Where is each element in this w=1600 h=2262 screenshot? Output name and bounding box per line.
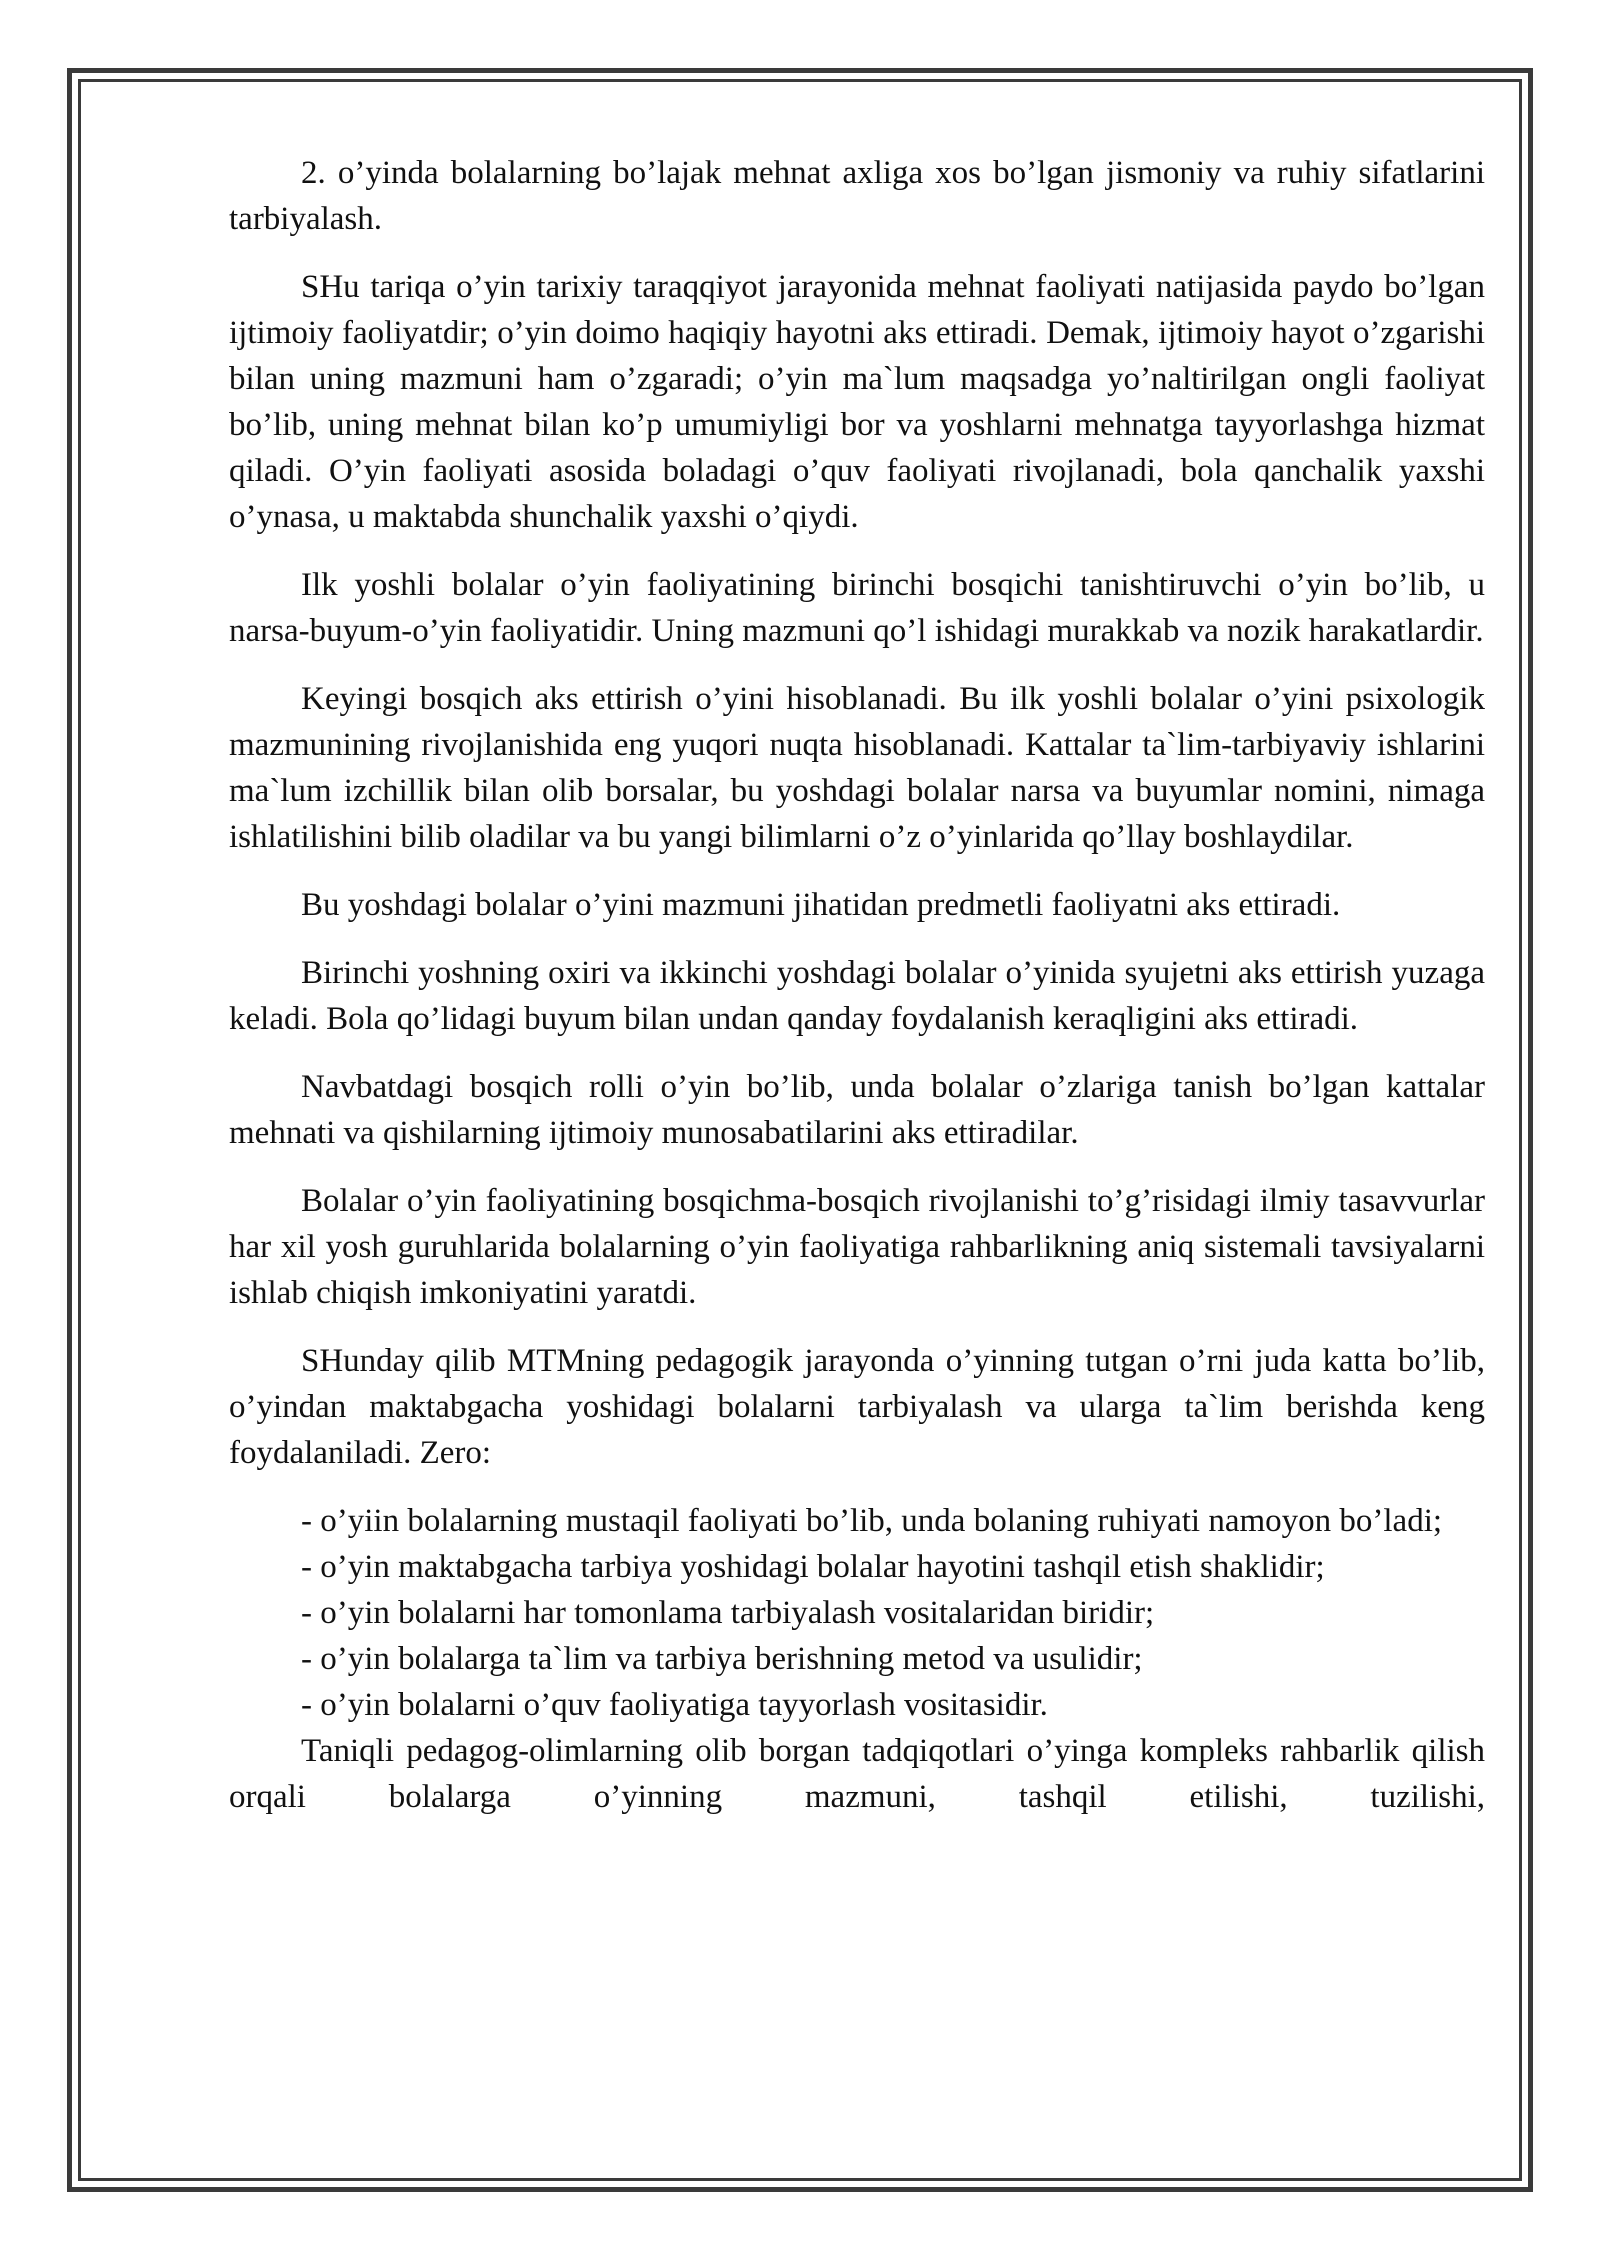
list-item: - o’yin bolalarni o’quv faoliyatiga tayyorlash vositasidir.: [301, 1687, 1048, 1723]
document-body: [229, 150, 1485, 1820]
paragraph-1: 2. o’yinda bolalarning bo’lajak mehnat axliga xos bo’lgan jismoniy va ruhiy sifatlarini tarbiyalash.: [229, 155, 1485, 237]
closing-paragraph: Taniqli pedagog-olimlarning olib borgan tadqiqotlari o’yinga kompleks rahbarlik qilish orqali bolalarga o’yinning mazmuni, tashqil etilishi, tuzilishi,: [229, 1733, 1485, 1815]
bullet-list: [229, 1498, 1485, 1728]
list-item: - o’yin bolalarni har tomonlama tarbiyalash vositalaridan biridir;: [301, 1595, 1155, 1631]
paragraph-3: Ilk yoshli bolalar o’yin faoliyatining birinchi bosqichi tanishtiruvchi o’yin bo’lib, u narsa-buyum-o’yin faoliyatidir. Uning mazmuni qo’l ishidagi murakkab va nozik harakatlardir.: [229, 567, 1485, 649]
paragraph-6: Birinchi yoshning oxiri va ikkinchi yoshdagi bolalar o’yinida syujetni aks ettirish yuzaga keladi. Bola qo’lidagi buyum bilan undan qanday foydalanish keraqligini aks ettiradi.: [229, 955, 1485, 1037]
list-item: - o’yin bolalarga ta`lim va tarbiya berishning metod va usulidir;: [301, 1641, 1143, 1677]
paragraph-7: Navbatdagi bosqich rolli o’yin bo’lib, unda bolalar o’zlariga tanish bo’lgan kattalar mehnati va qishilarning ijtimoiy munosabatilarini aks ettiradilar.: [229, 1069, 1485, 1151]
paragraph-8: Bolalar o’yin faoliyatining bosqichma-bosqich rivojlanishi to’g’risidagi ilmiy tasavvurlar har xil yosh guruhlarida bolalarning o’yin faoliyatiga rahbarlikning aniq sistemali tavsiyalarni ishlab chiqish imkoniyatini yaratdi.: [229, 1183, 1485, 1311]
list-item: - o’yiin bolalarning mustaqil faoliyati bo’lib, unda bolaning ruhiyati namoyon bo’ladi;: [301, 1503, 1443, 1539]
paragraph-5: Bu yoshdagi bolalar o’yini mazmuni jihatidan predmetli faoliyatni aks ettiradi.: [301, 887, 1341, 923]
paragraph-9: SHunday qilib MTMning pedagogik jarayonda o’yinning tutgan o’rni juda katta bo’lib, o’yindan maktabgacha yoshidagi bolalarni tarbiyalash va ularga ta`lim berishda keng foydalaniladi. Zero:: [229, 1343, 1485, 1471]
paragraph-4: Keyingi bosqich aks ettirish o’yini hisoblanadi. Bu ilk yoshli bolalar o’yini psixologik mazmunining rivojlanishida eng yuqori nuqta hisoblanadi. Kattalar ta`lim-tarbiyaviy ishlarini ma`lum izchillik bilan olib borsalar, bu yoshdagi bolalar narsa va buyumlar nomini, nimaga ishlatilishini bilib oladilar va bu yangi bilimlarni o’z o’yinlarida qo’llay boshlaydilar.: [229, 681, 1485, 855]
list-item: - o’yin maktabgacha tarbiya yoshidagi bolalar hayotini tashqil etish shaklidir;: [301, 1549, 1325, 1585]
paragraph-2: SHu tariqa o’yin tarixiy taraqqiyot jarayonida mehnat faoliyati natijasida paydo bo’lgan ijtimoiy faoliyatdir; o’yin doimo haqiqiy hayotni aks ettiradi. Demak, ijtimoiy hayot o’zgarishi bilan uning mazmuni ham o’zgaradi; o’yin ma`lum maqsadga yo’naltirilgan ongli faoliyat bo’lib, uning mehnat bilan ko’p umumiyligi bor va yoshlarni mehnatga tayyorlashga hizmat qiladi. O’yin faoliyati asosida boladagi o’quv faoliyati rivojlanadi, bola qanchalik yaxshi o’ynasa, u maktabda shunchalik yaxshi o’qiydi.: [229, 269, 1485, 535]
